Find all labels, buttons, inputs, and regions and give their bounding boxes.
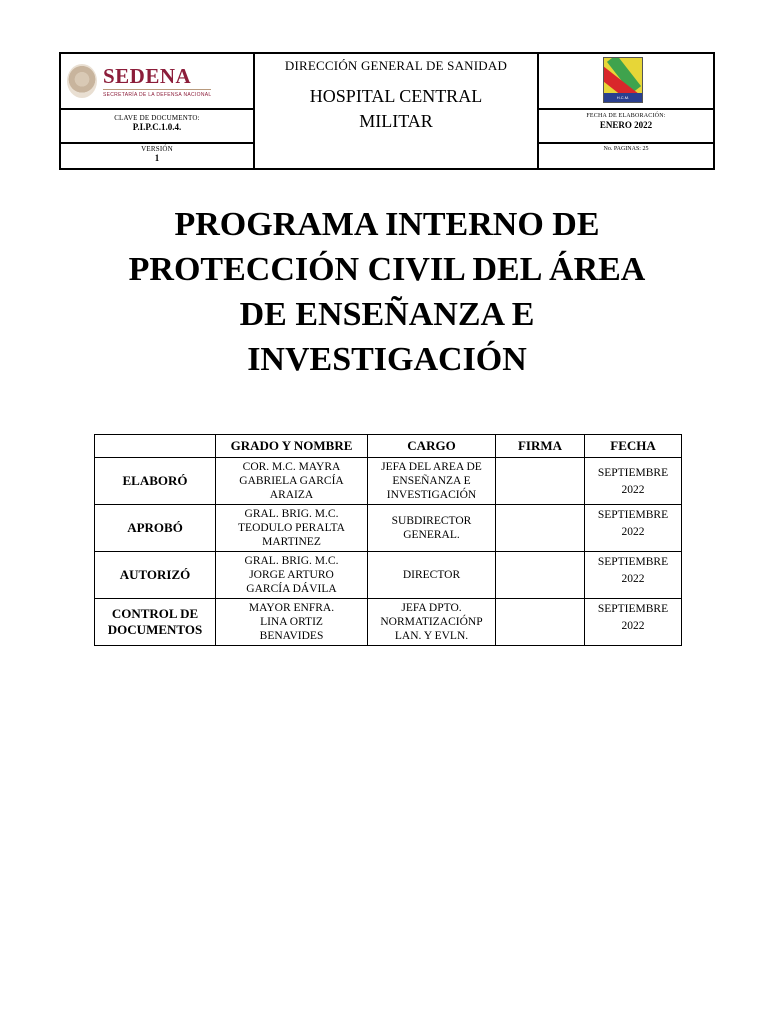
title-line4: INVESTIGACIÓN xyxy=(247,341,527,378)
role-cell xyxy=(95,599,216,646)
position-line: LAN. Y EVLN. xyxy=(394,630,469,642)
role-cell: ELABORÓ xyxy=(95,458,216,505)
elaboration-date-value: ENERO 2022 xyxy=(599,120,653,130)
position-line: INVESTIGACIÓN xyxy=(386,489,477,501)
position-cell xyxy=(368,599,496,646)
table-row xyxy=(95,505,682,552)
signature-cell xyxy=(496,599,585,646)
name-cell xyxy=(216,458,368,505)
position-line: DIRECTOR xyxy=(402,569,461,581)
position-line: JEFA DEL AREA DE xyxy=(381,461,482,473)
org-subtitle: SECRETARÍA DE LA DEFENSA NACIONAL xyxy=(103,89,211,98)
document-key-label: CLAVE DE DOCUMENTO: xyxy=(114,114,200,122)
column-header: FECHA xyxy=(585,435,682,458)
date-line: 2022 xyxy=(621,526,645,538)
role-line: DOCUMENTOS xyxy=(107,622,203,637)
document-key-cell xyxy=(61,110,253,142)
hospital-logo-icon xyxy=(603,57,643,103)
date-line: SEPTIEMBRE xyxy=(597,509,669,521)
hospital-logo-cell xyxy=(539,54,713,108)
document-title xyxy=(100,202,674,382)
position-line: ENSEÑANZA E xyxy=(392,475,471,487)
name-line: GABRIELA GARCÍA xyxy=(239,475,344,487)
elaboration-date-cell xyxy=(539,110,713,142)
name-line: COR. M.C. MAYRA xyxy=(242,461,341,473)
position-line: SUBDIRECTOR xyxy=(391,515,472,527)
position-line: GENERAL. xyxy=(403,529,460,541)
name-line: GARCÍA DÁVILA xyxy=(246,583,337,595)
position-cell xyxy=(368,505,496,552)
name-line: JORGE ARTURO xyxy=(249,569,334,581)
name-line: ARAIZA xyxy=(269,489,314,501)
date-line: 2022 xyxy=(621,573,645,585)
name-line: GRAL. BRIG. M.C. xyxy=(244,555,339,567)
name-line: GRAL. BRIG. M.C. xyxy=(244,508,339,520)
title-line1: PROGRAMA INTERNO DE xyxy=(174,206,600,243)
date-line: 2022 xyxy=(621,484,645,496)
column-header: GRADO Y NOMBRE xyxy=(216,435,368,458)
signature-cell xyxy=(496,458,585,505)
name-line: MAYOR ENFRA. xyxy=(248,602,335,614)
title-line2: PROTECCIÓN CIVIL DEL ÁREA xyxy=(128,251,646,288)
hospital-name-line1: HOSPITAL CENTRAL xyxy=(309,86,483,106)
directorate-name: DIRECCIÓN GENERAL DE SANIDAD xyxy=(284,58,508,73)
position-cell xyxy=(368,458,496,505)
table-row xyxy=(95,552,682,599)
name-line: TEODULO PERALTA xyxy=(238,522,345,534)
role-cell: APROBÓ xyxy=(95,505,216,552)
column-header xyxy=(95,435,216,458)
name-line: LINA ORTIZ xyxy=(260,616,323,628)
date-cell xyxy=(585,599,682,646)
name-cell xyxy=(216,599,368,646)
date-line: 2022 xyxy=(621,620,645,632)
date-line: SEPTIEMBRE xyxy=(597,556,669,568)
date-line: SEPTIEMBRE xyxy=(597,603,669,615)
hospital-name xyxy=(255,84,537,134)
name-cell xyxy=(216,552,368,599)
name-cell xyxy=(216,505,368,552)
approval-table xyxy=(94,434,682,646)
position-cell xyxy=(368,552,496,599)
position-line: NORMATIZACIÓNP xyxy=(380,616,483,628)
name-line: MARTINEZ xyxy=(262,536,321,548)
national-seal-icon xyxy=(67,64,97,98)
title-line3: DE ENSEÑANZA E xyxy=(239,296,535,333)
date-cell xyxy=(585,505,682,552)
sedena-logo xyxy=(61,54,253,108)
header-center xyxy=(255,54,537,168)
role-line: CONTROL DE xyxy=(111,606,199,621)
column-header: CARGO xyxy=(368,435,496,458)
hospital-name-line2: MILITAR xyxy=(359,111,433,131)
date-cell xyxy=(585,458,682,505)
date-line: SEPTIEMBRE xyxy=(597,467,669,479)
signature-cell xyxy=(496,505,585,552)
document-header xyxy=(59,52,715,170)
page-count: No. PAGINAS: 25 xyxy=(603,146,649,152)
version-cell xyxy=(61,144,253,168)
role-cell: AUTORIZÓ xyxy=(95,552,216,599)
table-row xyxy=(95,458,682,505)
position-line: JEFA DPTO. xyxy=(401,602,462,614)
version-value: 1 xyxy=(154,153,160,163)
document-key-value: P.I.P.C.1.0.4. xyxy=(132,122,182,132)
table-header-row xyxy=(95,435,682,458)
date-cell xyxy=(585,552,682,599)
table-row xyxy=(95,599,682,646)
column-header: FIRMA xyxy=(496,435,585,458)
version-label: VERSIÓN xyxy=(141,145,173,153)
signature-cell xyxy=(496,552,585,599)
hospital-logo-text: H.C.M. xyxy=(604,93,642,102)
elaboration-date-label: FECHA DE ELABORACIÓN: xyxy=(586,113,666,119)
org-name: SEDENA xyxy=(103,63,192,88)
name-line: BENAVIDES xyxy=(259,630,324,642)
